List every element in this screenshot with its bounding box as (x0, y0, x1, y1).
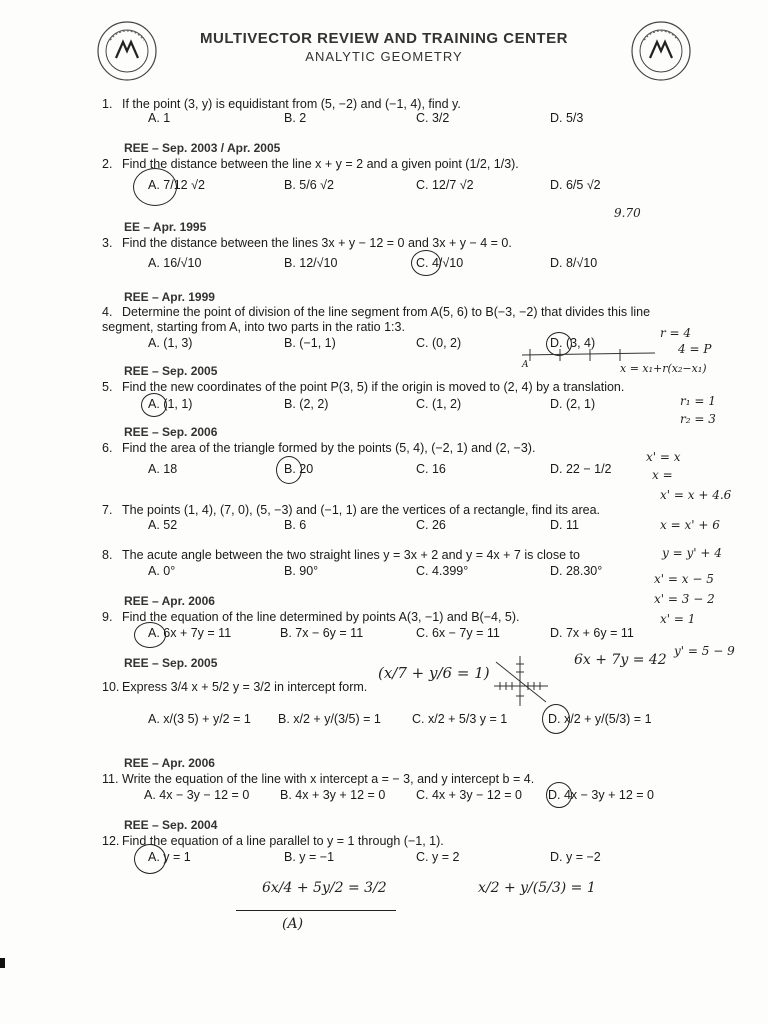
question-4-source: REE – Apr. 1999 (124, 290, 215, 304)
question-number: 2. (102, 157, 113, 171)
handwritten-note: x' = 3 − 2 (654, 592, 715, 606)
question-10 (102, 680, 372, 694)
question-1 (102, 97, 702, 111)
divider-line (236, 910, 396, 911)
question-11 (102, 772, 702, 786)
question-8 (102, 548, 702, 562)
question-6 (102, 441, 702, 455)
question-stem: If the point (3, y) is equidistant from (5, −2) and (−1, 4), find y. (122, 97, 461, 111)
choice-d: D. 22 − 1/2 (550, 462, 612, 476)
handwritten-note: x' = 1 (660, 612, 696, 626)
handwritten-note: x' = x + 4.6 (660, 488, 732, 502)
handwritten-note: x = x₁+r(x₂−x₁) (620, 362, 707, 375)
choice-c: C. 4x + 3y − 12 = 0 (416, 788, 522, 802)
question-9 (102, 610, 702, 624)
choice-c: C. (0, 2) (416, 336, 462, 350)
choice-a: A. 6x + 7y = 11 (148, 626, 232, 640)
question-3 (102, 236, 702, 250)
question-number: 8. (102, 548, 113, 562)
choice-b: B. 12/√10 (284, 256, 338, 270)
choice-c: C. 26 (416, 518, 446, 532)
handwritten-note: x' = x (646, 450, 681, 464)
question-number: 9. (102, 610, 113, 624)
choice-b: B. 6 (284, 518, 307, 532)
answer-circle (276, 456, 302, 484)
answer-circle (133, 168, 177, 206)
answer-circle (411, 250, 441, 276)
question-stem: Find the distance between the lines 3x + y − 12 = 0 and 3x + y − 4 = 0. (122, 236, 512, 250)
choice-a: A. x/(3 5) + y/2 = 1 (148, 712, 251, 726)
question-stem: Find the new coordinates of the point P(3, 5) if the origin is moved to (2, 4) by a translation. (122, 380, 625, 394)
handwritten-note: x = (652, 468, 673, 482)
question-5-source: REE – Sep. 2005 (124, 364, 218, 378)
choice-d: D. y = −2 (550, 850, 601, 864)
choice-c: C. y = 2 (416, 850, 460, 864)
handwritten-note: y' = 5 − 9 (674, 644, 735, 658)
choice-d: D. 5/3 (550, 111, 584, 125)
question-4 (102, 305, 692, 335)
handwritten-note: 4 = P (678, 342, 712, 356)
question-stem: Find the equation of the line determined by points A(3, −1) and B(−4, 5). (122, 610, 520, 624)
question-3-source: EE – Apr. 1995 (124, 220, 207, 234)
choice-b: B. (2, 2) (284, 397, 329, 411)
question-number: 7. (102, 503, 113, 517)
handwritten-note: (x/7 + y/6 = 1) (378, 664, 490, 682)
choice-a: A. 18 (148, 462, 178, 476)
question-6-source: REE – Sep. 2006 (124, 425, 218, 439)
answer-circle (134, 844, 166, 874)
choice-c: C. 4.399° (416, 564, 469, 578)
handwritten-note: x/2 + y/(5/3) = 1 (478, 880, 596, 896)
answer-circle (141, 393, 167, 417)
graph-sketch (490, 652, 550, 708)
choice-a: A. 7/12 √2 (148, 178, 205, 192)
choice-a: A. 52 (148, 518, 178, 532)
choice-c: C. 12/7 √2 (416, 178, 474, 192)
choice-d: D. x/2 + y/(5/3) = 1 (548, 712, 652, 726)
header (0, 30, 768, 64)
handwritten-note: 9.70 (614, 206, 641, 220)
choice-d: D. 11 (550, 518, 579, 532)
question-number: 6. (102, 441, 113, 455)
question-stem: The points (1, 4), (7, 0), (5, −3) and (−1, 1) are the vertices of a rectangle, find its area. (122, 503, 601, 517)
choice-b: B. (−1, 1) (284, 336, 336, 350)
choice-a: A. (1, 3) (148, 336, 193, 350)
choice-d: D. 6/5 √2 (550, 178, 601, 192)
question-9-source: REE – Apr. 2006 (124, 594, 215, 608)
choice-a: A. 16/√10 (148, 256, 202, 270)
handwritten-note: r₁ = 1 (680, 394, 716, 408)
choice-b: B. 2 (284, 111, 307, 125)
choice-d: D. 7x + 6y = 11 (550, 626, 634, 640)
choice-c: C. (1, 2) (416, 397, 462, 411)
choice-a: A. y = 1 (148, 850, 191, 864)
answer-circle (134, 622, 166, 648)
question-stem: The acute angle between the two straight lines y = 3x + 2 and y = 4x + 7 is close to (122, 548, 580, 562)
question-number: 11. (102, 772, 119, 786)
question-11-source: REE – Apr. 2006 (124, 756, 215, 770)
question-7 (102, 503, 702, 517)
choice-b: B. x/2 + y/(3/5) = 1 (278, 712, 381, 726)
choice-b: B. y = −1 (284, 850, 335, 864)
handwritten-note: r₂ = 3 (680, 412, 716, 426)
choice-d: D. (2, 1) (550, 397, 596, 411)
choice-a: A. 0° (148, 564, 176, 578)
choice-d: D. 28.30° (550, 564, 603, 578)
handwritten-note: x = x' + 6 (660, 518, 720, 532)
question-5 (102, 380, 702, 394)
subject-title: ANALYTIC GEOMETRY (305, 49, 463, 64)
handwritten-note: r = 4 (660, 326, 692, 340)
choice-c: C. x/2 + 5/3 y = 1 (412, 712, 508, 726)
choice-a: A. 1 (148, 111, 171, 125)
handwritten-note: x' = x − 5 (654, 572, 714, 586)
choice-a: A. 4x − 3y − 12 = 0 (144, 788, 250, 802)
question-number: 5. (102, 380, 113, 394)
question-2 (102, 157, 702, 171)
choice-d: D. (3, 4) (550, 336, 596, 350)
question-number: 10. (102, 680, 120, 694)
question-number: 12. (102, 834, 120, 848)
choice-b: B. 90° (284, 564, 319, 578)
question-stem: Determine the point of division of the line segment from A(5, 6) to B(−3, −2) that divides this line segment, starting from A, into two parts in the ratio 1:3. (102, 305, 651, 334)
question-number: 3. (102, 236, 113, 250)
question-number: 4. (102, 305, 113, 319)
question-stem: Express 3/4 x + 5/2 y = 3/2 in intercept form. (122, 680, 368, 694)
question-stem: Write the equation of the line with x intercept a = − 3, and y intercept b = 4. (122, 772, 535, 786)
choice-b: B. 5/6 √2 (284, 178, 334, 192)
handwritten-note: y = y' + 4 (662, 546, 722, 560)
choice-c: C. 3/2 (416, 111, 450, 125)
handwritten-note: 6x + 7y = 42 (574, 652, 667, 668)
choice-b: B. 7x − 6y = 11 (280, 626, 364, 640)
answer-circle (542, 704, 570, 734)
choice-d: D. 4x − 3y + 12 = 0 (548, 788, 654, 802)
handwritten-note: (A) (282, 916, 304, 932)
choice-c: C. 16 (416, 462, 446, 476)
question-2-source: REE – Sep. 2003 / Apr. 2005 (124, 141, 281, 155)
question-12 (102, 834, 702, 848)
choice-a: A. (1, 1) (148, 397, 193, 411)
handwritten-note: A (522, 360, 529, 370)
choice-c: C. 6x − 7y = 11 (416, 626, 500, 640)
choice-b: B. 20 (284, 462, 314, 476)
question-12-source: REE – Sep. 2004 (124, 818, 218, 832)
question-stem: Find the area of the triangle formed by the points (5, 4), (−2, 1) and (2, −3). (122, 441, 536, 455)
choice-c: C. 4/√10 (416, 256, 464, 270)
answer-circle (546, 782, 572, 808)
page-edge-mark (0, 958, 5, 968)
school-name: MULTIVECTOR REVIEW AND TRAINING CENTER (200, 30, 568, 47)
question-stem: Find the distance between the line x + y = 2 and a given point (1/2, 1/3). (122, 157, 519, 171)
question-number: 1. (102, 97, 113, 111)
question-stem: Find the equation of a line parallel to y = 1 through (−1, 1). (122, 834, 444, 848)
question-10-source: REE – Sep. 2005 (124, 656, 218, 670)
choice-b: B. 4x + 3y + 12 = 0 (280, 788, 386, 802)
handwritten-note: 6x/4 + 5y/2 = 3/2 (262, 880, 387, 896)
choice-d: D. 8/√10 (550, 256, 598, 270)
